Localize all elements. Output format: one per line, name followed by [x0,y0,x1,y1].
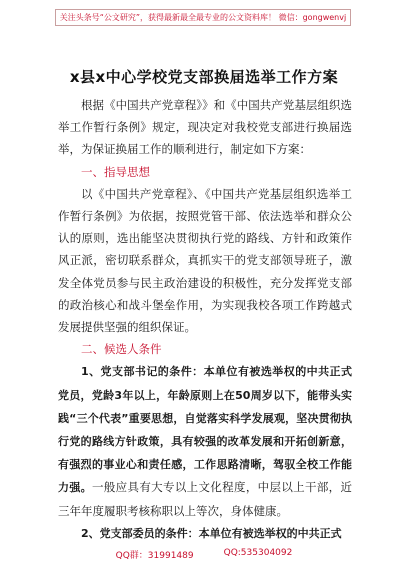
secretary-conditions-paragraph [58,360,352,521]
document-title: x县x中心学校党支部换届选举工作方案 [69,68,339,86]
secretary-conditions-bold: 1、党支部书记的条件：本单位有被选举权的中共正式党员，党龄3年以上，年龄原则上在50周岁以下，能带头实践“三个代表”重要思想，自觉落实科学发展观，坚决贯彻执行党的路线方针政策，具有较强的改革发展和开拓创新意，有强烈的事业心和责任感，工作思路清晰，驾驭全校工作能力强。 [58,365,352,495]
committee-conditions-bold: 2、党支部委员的条件：本单位有被选举权的中共正式 [81,526,342,540]
committee-conditions-paragraph [58,522,352,545]
qq-text: QQ:535304092 [223,548,293,558]
intro-paragraph: 根据《中国共产党章程》》和《中国共产党基层组织选举工作暂行条例》规定，现决定对我校党支部进行换届选举，为保证换届工作的顺利进行，制定如下方案： [58,98,352,157]
section-heading-candidate-conditions: 二、候选人条件 [81,342,162,357]
qq-group-text: QQ群：31991489 [115,551,194,561]
contact-footer [0,548,408,561]
promo-banner: 关注头条号“公文研究”，获得最新最全最专业的公文资料库！ 微信：gongwenvj [55,9,351,26]
guiding-ideology-paragraph: 以《中国共产党章程》、《中国共产党基层组织选举工作暂行条例》为依据，按照党管干部、依法选举和群众公认的原则，选出能坚决贯彻执行党的路线、方针和政策作风正派，密切联系群众，真抓实干的党支部领导班子，激发全体党员参与民主政治建设的积极性，充分发挥党支部的政治核心和战斗堡垒作用，为实现我校各项工作跨越式发展提供坚强的组织保证。 [58,186,352,335]
section-heading-guiding-ideology: 一、指导思想 [81,164,150,179]
document-body [58,94,352,545]
secretary-conditions-rest: 一般应具有大专以上文化程度，中层以上干部，近三年年度履职考核称职以上等次，身体健康。 [58,480,352,518]
